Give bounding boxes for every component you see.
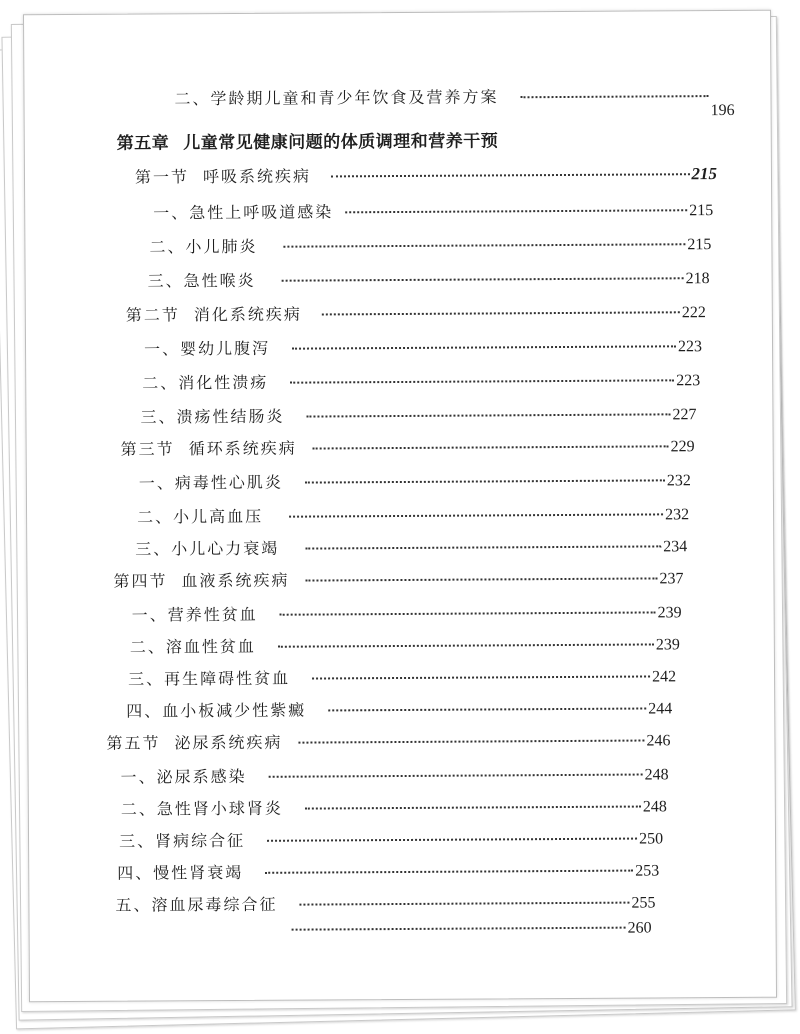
toc-entry-continuation[interactable] [290,919,652,939]
toc-entry-title: 二、急性肾小球肾炎 [120,798,283,819]
toc-section[interactable] [135,161,717,188]
leader-dots [289,513,663,517]
toc-entry[interactable] [128,663,676,689]
toc-entry-title: 三、小儿心力衰竭 [135,538,280,559]
toc-entry-page: 227 [672,406,697,424]
leader-dots [265,870,633,874]
toc-entry-page: 222 [681,304,706,322]
toc-entry[interactable] [153,197,713,223]
toc-entry-title: 一、急性上呼吸道感染 [153,202,334,223]
toc-entry-title: 二、小儿高血压 [137,506,264,527]
toc-entry-title: 三、急性喉炎 [147,270,256,291]
toc-entry-page: 218 [685,270,710,288]
toc-entry-title: 一、婴幼儿腹泻 [143,338,271,359]
toc-entry-page: 248 [642,798,667,816]
toc-entry[interactable] [115,889,655,915]
leader-dots [305,479,665,483]
toc-section[interactable] [113,565,683,591]
toc-section-label: 第四节 [113,571,168,591]
leader-dots [305,806,641,810]
toc-entry[interactable] [149,231,711,257]
leader-dots [313,445,669,449]
leader-dots [521,95,709,98]
toc-entry-page: 253 [635,862,660,880]
toc-entry-page: 244 [648,700,673,718]
toc-entry[interactable] [121,761,669,787]
toc-entry-page: 237 [659,570,684,588]
toc-entry[interactable] [117,857,659,883]
toc-entry[interactable] [132,599,682,625]
toc-section-label: 第三节 [120,439,175,459]
toc-entry[interactable] [135,533,687,559]
toc-section[interactable] [126,299,706,326]
toc-entry-page: 223 [676,372,701,390]
toc-entry-page: 196 [710,101,735,120]
toc-chapter-title: 儿童常见健康问题的体质调理和营养干预 [183,131,499,154]
table-of-contents [24,11,776,1002]
leader-dots [305,577,657,581]
toc-entry-page: 239 [657,604,682,622]
leader-dots [280,611,656,615]
toc-section-label: 第一节 [134,167,190,187]
toc-entry[interactable] [174,83,735,120]
leader-dots [306,413,670,417]
toc-entry-title: 三、溃疡性结肠炎 [140,406,285,427]
toc-section-label: 第二节 [125,305,180,325]
toc-section-title: 消化系统疾病 [193,304,302,325]
toc-entry-title: 二、小儿肺炎 [149,236,258,257]
leader-dots [312,675,650,679]
toc-entry[interactable] [139,467,691,493]
toc-entry-title: 一、营养性贫血 [131,604,258,625]
leader-dots [322,311,680,315]
toc-entry-title: 三、再生障碍性贫血 [127,668,291,689]
toc-section-label: 第五节 [106,733,161,753]
toc-entry-title: 五、溶血尿毒综合征 [115,894,278,915]
toc-entry-page: 223 [677,338,703,356]
toc-entry-title: 四、慢性肾衰竭 [117,862,244,883]
toc-entry[interactable] [130,631,680,657]
toc-entry-page: 255 [631,894,656,912]
toc-section[interactable] [106,727,670,753]
leader-dots [331,173,689,177]
leader-dots [267,838,637,842]
toc-entry[interactable] [144,333,702,359]
toc-entry-page: 239 [655,636,680,654]
leader-dots [292,345,676,349]
toc-entry[interactable] [142,367,700,393]
toc-entry-title: 三、肾病综合征 [118,830,246,851]
toc-page [23,10,777,1003]
toc-entry[interactable] [148,265,710,291]
toc-entry-title: 二、溶血性贫血 [129,636,256,657]
leader-dots [299,902,629,906]
toc-entry-page: 215 [687,236,712,254]
toc-entry-page: 250 [638,830,664,848]
toc-entry-page: 229 [670,438,695,456]
toc-entry-title: 二、消化性溃疡 [142,372,269,393]
leader-dots [298,740,644,744]
toc-entry-page: 242 [651,668,677,686]
toc-section-title: 呼吸系统疾病 [202,166,312,187]
toc-entry-page: 232 [665,506,690,524]
leader-dots [290,379,674,383]
toc-entry[interactable] [137,501,689,527]
toc-chapter-label: 第五章 [116,133,170,154]
toc-entry-page: 232 [666,472,691,490]
leader-dots [345,209,687,213]
leader-dots [269,774,643,778]
toc-entry-page: 248 [644,766,669,784]
toc-entry-page: 260 [627,919,652,937]
toc-section-title: 泌尿系统疾病 [174,732,283,753]
toc-entry-page: 246 [646,732,671,750]
toc-chapter[interactable] [117,125,717,154]
toc-entry-page: 215 [689,202,714,220]
toc-section-title: 循环系统疾病 [188,438,297,459]
toc-entry-title: 一、病毒性心肌炎 [138,472,283,493]
toc-entry[interactable] [140,401,696,427]
leader-dots [283,243,685,247]
toc-entry[interactable] [121,793,667,819]
leader-dots [328,707,646,711]
toc-entry-page: 234 [663,538,688,556]
toc-entry-title: 四、血小板减少性紫癜 [126,700,307,721]
toc-section[interactable] [121,433,695,460]
toc-entry-title: 二、学龄期儿童和青少年饮食及营养方案 [174,87,499,109]
leader-dots [278,643,654,647]
toc-section-title: 血液系统疾病 [181,570,290,591]
leader-dots [292,927,626,931]
toc-entry[interactable] [126,695,672,721]
leader-dots [282,277,684,281]
toc-entry-page: 215 [691,164,718,184]
leader-dots [305,545,661,549]
toc-entry[interactable] [119,825,663,851]
toc-entry-title: 一、泌尿系感染 [120,766,247,787]
